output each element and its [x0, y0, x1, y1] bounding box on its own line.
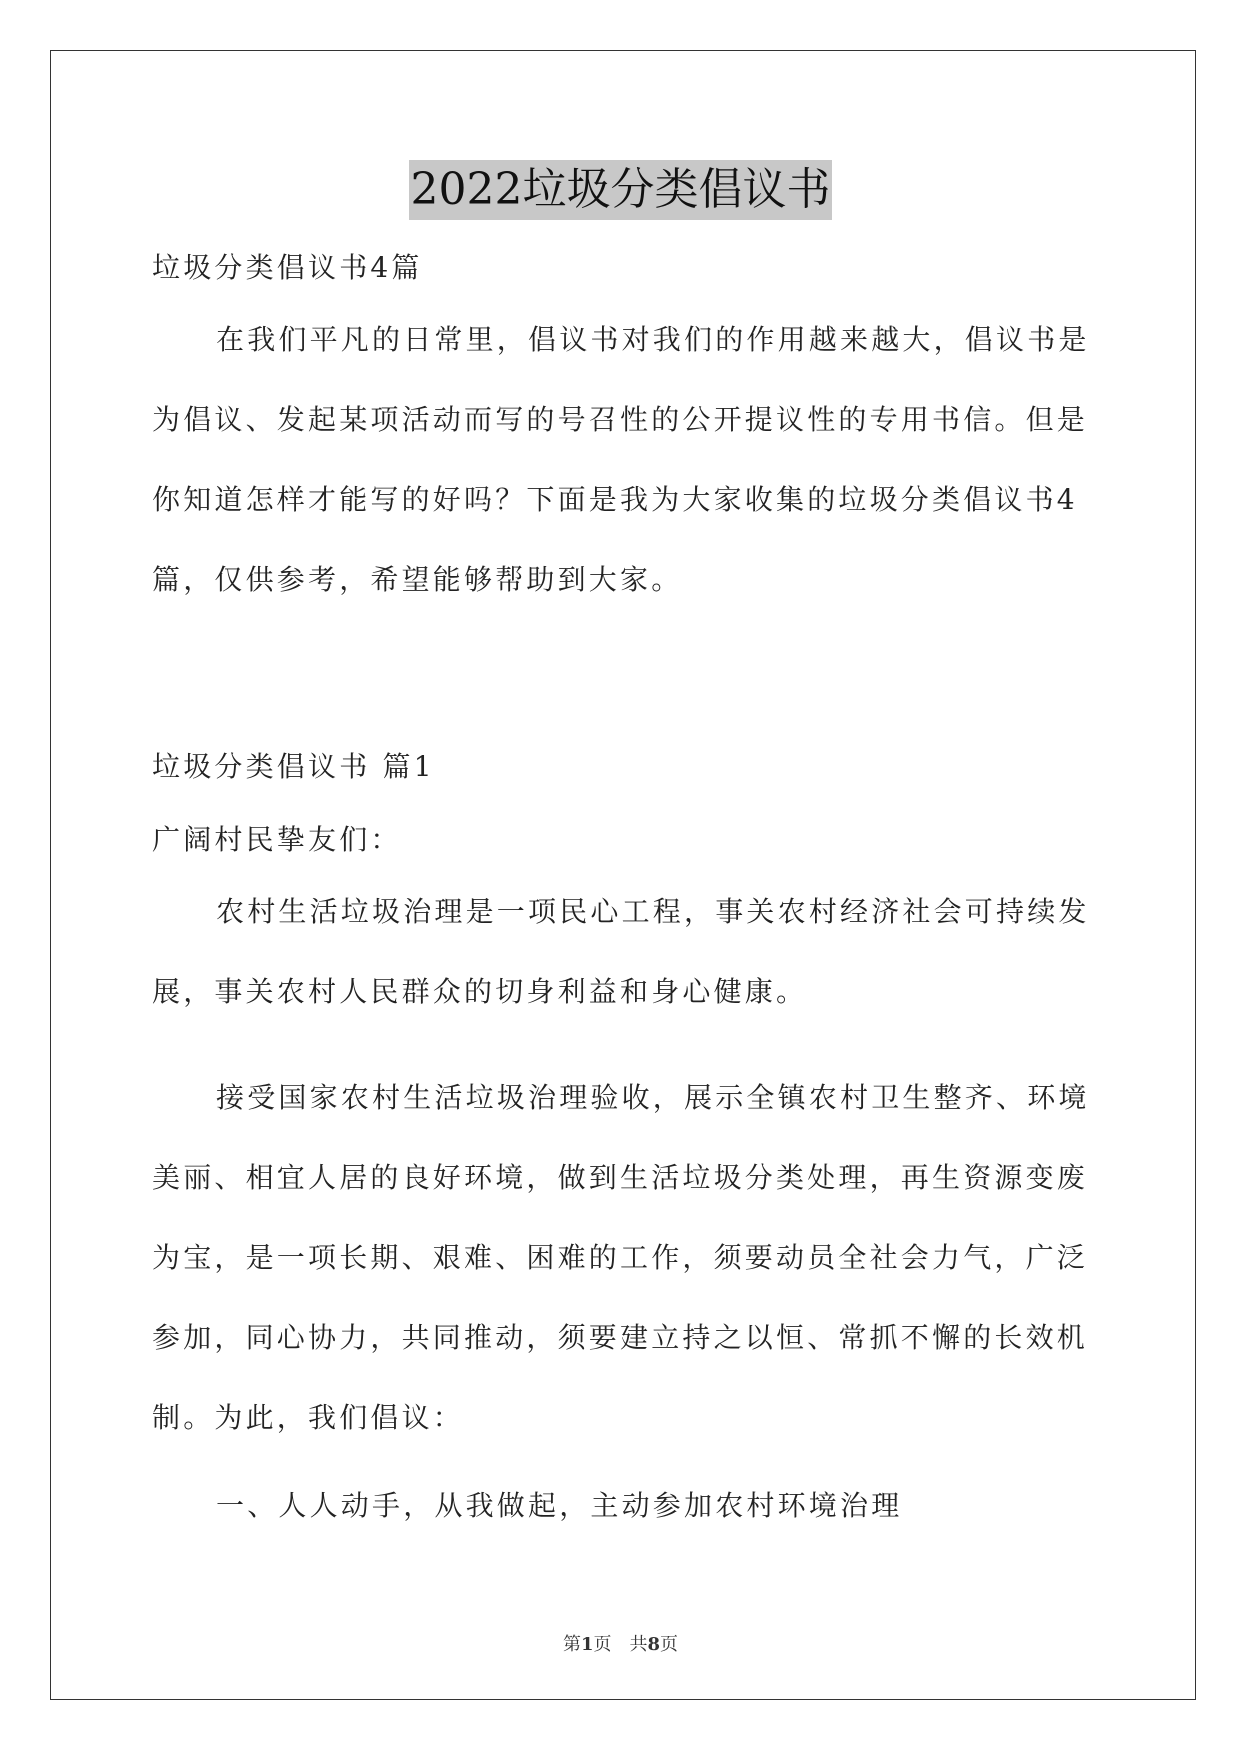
title-container: [0, 160, 1241, 220]
document-title: 2022垃圾分类倡议书: [409, 160, 833, 220]
footer-prefix: 第: [562, 1634, 581, 1655]
intro-paragraph: 在我们平凡的日常里，倡议书对我们的作用越来越大，倡议书是为倡议、发起某项活动而写的号召性的公开提议性的专用书信。但是你知道怎样才能写的好吗？下面是我为大家收集的垃圾分类倡议书4篇，仅供参考，希望能够帮助到大家。: [152, 323, 1090, 596]
footer-current-page: 1: [580, 1634, 594, 1655]
footer-mid: 页 共: [593, 1634, 648, 1655]
paragraph-1: 农村生活垃圾治理是一项民心工程，事关农村经济社会可持续发展，事关农村人民群众的切身利益和身心健康。: [152, 895, 1090, 1008]
page-footer: [0, 1630, 1241, 1656]
document-subtitle: 垃圾分类倡议书4篇: [152, 251, 423, 284]
paragraph-2: 接受国家农村生活垃圾治理验收，展示全镇农村卫生整齐、环境美丽、相宜人居的良好环境，做到生活垃圾分类处理，再生资源变废为宝，是一项长期、艰难、困难的工作，须要动员全社会力气，广泛参加，同心协力，共同推动，须要建立持之以恒、常抓不懈的长效机制。为此，我们倡议：: [152, 1081, 1090, 1434]
point-1: 一、人人动手，从我做起，主动参加农村环境治理: [216, 1489, 903, 1522]
salutation: 广阔村民挚友们：: [152, 823, 402, 856]
footer-total-pages: 8: [647, 1634, 661, 1655]
footer-suffix: 页: [660, 1634, 679, 1655]
section-heading: 垃圾分类倡议书 篇1: [152, 750, 435, 783]
